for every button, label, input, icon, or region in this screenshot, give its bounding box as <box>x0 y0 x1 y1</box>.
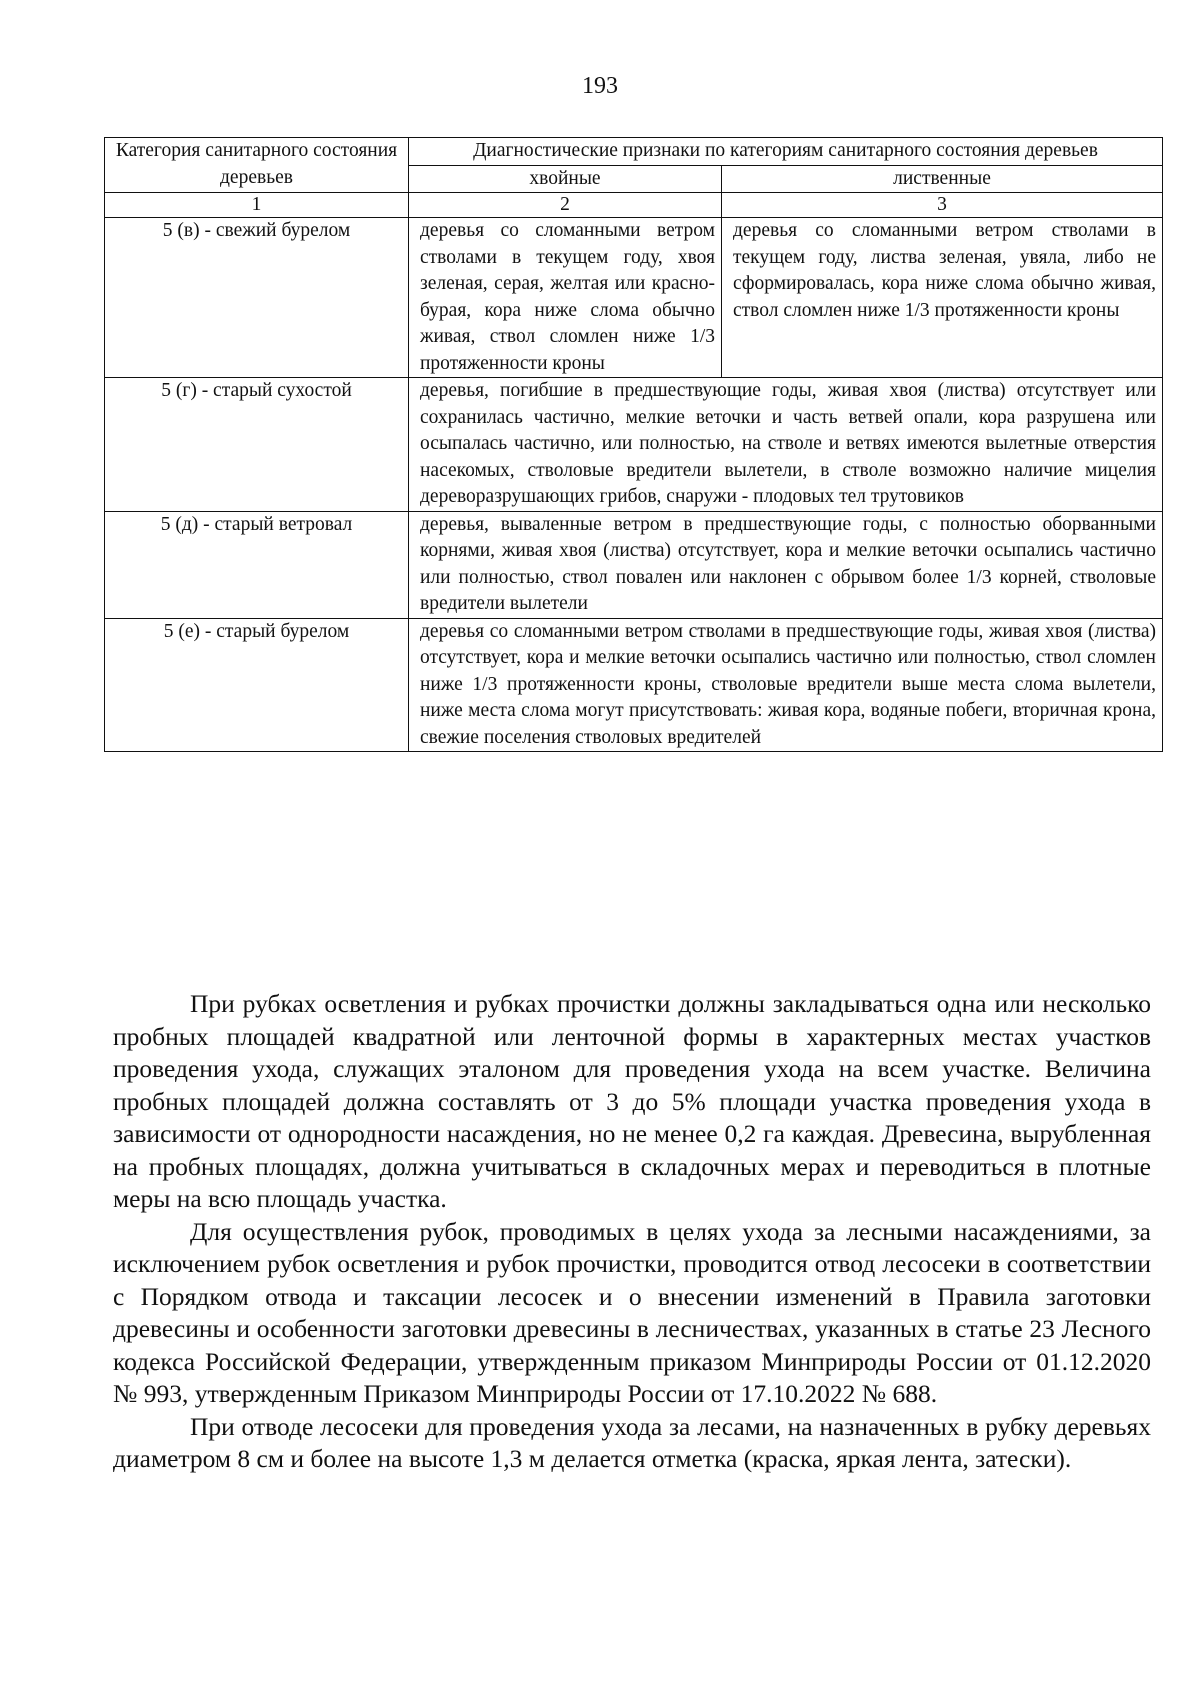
column-number-1: 1 <box>105 193 409 218</box>
table-row <box>105 511 1163 618</box>
row-category: 5 (е) - старый бурелом <box>105 618 409 752</box>
paragraph: При отводе лесосеки для проведения ухода за лесами, на назначенных в рубку деревьях диаметром 8 см и более на высоте 1,3 м делается отметка (краска, яркая лента, затески). <box>113 1411 1151 1473</box>
row-common-signs: деревья, погибшие в предшествующие годы, живая хвоя (листва) отсутствует или сохранилась частично, мелкие веточки и часть ветвей опали, кора разрушена или осыпалась частично, или полностью, на стволе и ветвях имеются вылетные отверстия насекомых, стволовые вредители вылетели, в стволе возможно наличие мицелия дереворазрушающих грибов, снаружи - плодовых тел трутовиков <box>409 378 1163 512</box>
row-deciduous-signs: деревья со сломанными ветром стволами в текущем году, листва зеленая, увяла, либо не сформировалась, кора ниже слома обычно живая, ствол сломлен ниже 1/3 протяженности кроны <box>722 218 1163 378</box>
header-conifers: хвойные <box>409 165 722 193</box>
header-category: Категория санитарного состояния деревьев <box>105 138 409 193</box>
page-number: 193 <box>582 73 618 99</box>
table-row <box>105 378 1163 512</box>
header-deciduous: лиственные <box>722 165 1163 193</box>
column-number-3: 3 <box>722 193 1163 218</box>
row-conifers-signs: деревья со сломанными ветром стволами в текущем году, хвоя зеленая, серая, желтая или красно-бурая, кора ниже слома обычно живая, ствол сломлен ниже 1/3 протяженности кроны <box>409 218 722 378</box>
row-common-signs: деревья со сломанными ветром стволами в предшествующие годы, живая хвоя (листва) отсутствует, кора и мелкие веточки осыпались частично или полностью, ствол сломлен ниже 1/3 протяженности кроны, стволовые вредители выше места слома вылетели, ниже места слома могут присутствовать: живая кора, водяные побеги, вторичная крона, свежие поселения стволовых вредителей <box>409 618 1163 752</box>
body-text <box>113 988 1151 1476</box>
table-header-row <box>105 138 1163 166</box>
row-category: 5 (в) - свежий бурелом <box>105 218 409 378</box>
header-diagnostic-signs: Диагностические признаки по категориям санитарного состояния деревьев <box>409 138 1163 166</box>
paragraph: При рубках осветления и рубках прочистки должны закладываться одна или несколько пробных площадей квадратной или ленточной формы в характерных местах участков проведения ухода, служащих эталоном для проведения ухода на всем участке. Величина пробных площадей должна составлять от 3 до 5% площади участка проведения ухода в зависимости от однородности насаждения, но не менее 0,2 га каждая. Древесина, вырубленная на пробных площадях, должна учитываться в складочных мерах и переводиться в плотные меры на всю площадь участка. <box>113 989 1151 1213</box>
row-category: 5 (г) - старый сухостой <box>105 378 409 512</box>
row-common-signs: деревья, вываленные ветром в предшествующие годы, с полностью оборванными корнями, живая хвоя (листва) отсутствует, кора и мелкие веточки осыпались частично или полностью, ствол повален или наклонен с обрывом более 1/3 корней, стволовые вредители вылетели <box>409 511 1163 618</box>
sanitary-condition-table <box>104 137 1163 752</box>
table-row <box>105 618 1163 752</box>
column-number-2: 2 <box>409 193 722 218</box>
table-row <box>105 218 1163 378</box>
paragraph: Для осуществления рубок, проводимых в целях ухода за лесными насаждениями, за исключением рубок осветления и рубок прочистки, проводится отвод лесосеки в соответствии с Порядком отвода и таксации лесосек и о внесении изменений в Правила заготовки древесины и особенности заготовки древесины в лесничествах, указанных в статье 23 Лесного кодекса Российской Федерации, утвержденным приказом Минприроды России от 01.12.2020 № 993, утвержденным Приказом Минприроды России от 17.10.2022 № 688. <box>113 1216 1151 1408</box>
row-category: 5 (д) - старый ветровал <box>105 511 409 618</box>
column-number-row <box>105 193 1163 218</box>
